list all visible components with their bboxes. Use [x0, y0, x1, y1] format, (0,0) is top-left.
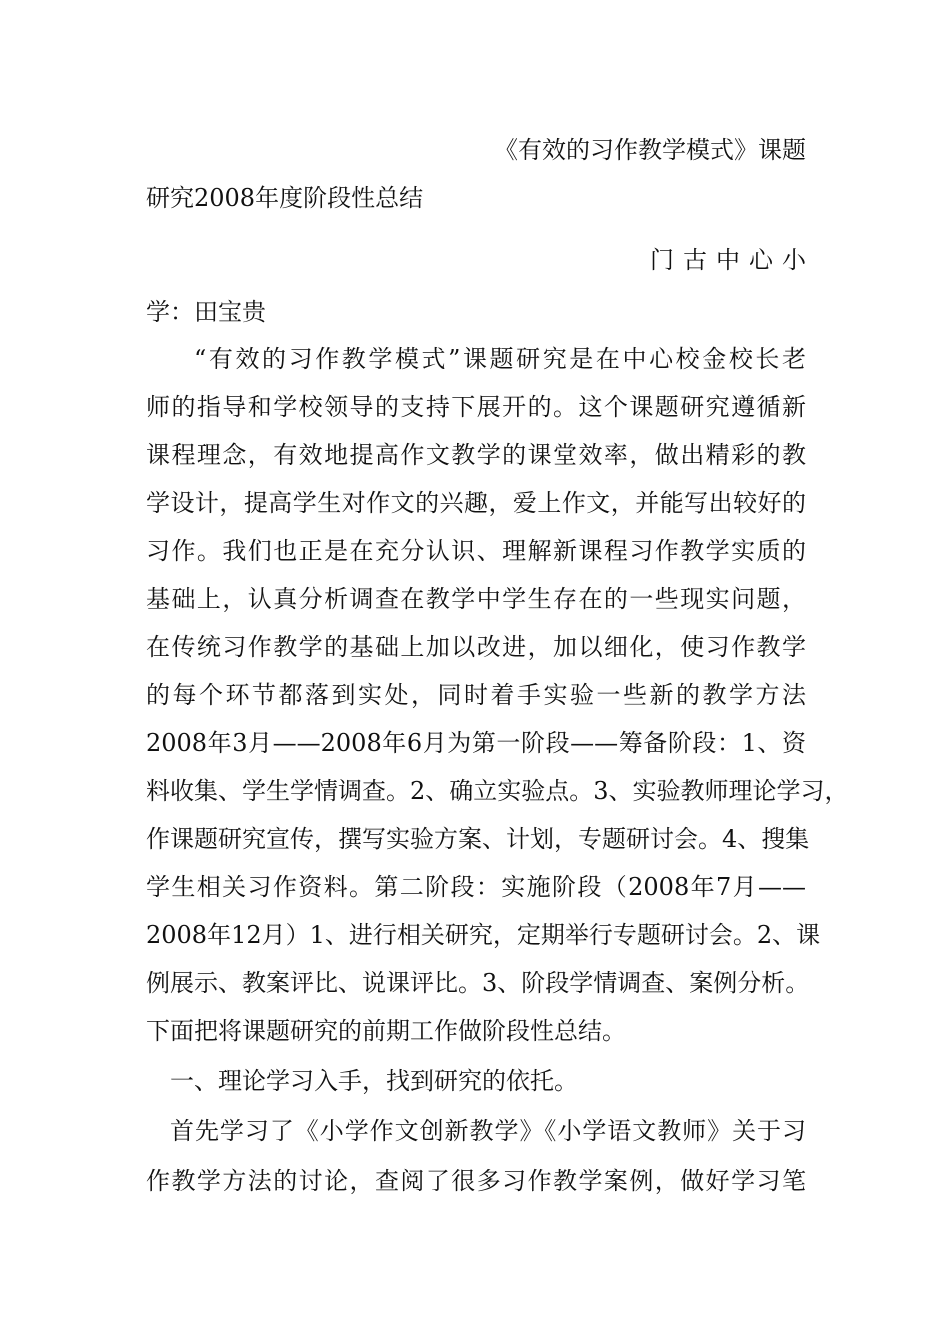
author-line-1: 门古中心小	[650, 246, 815, 274]
section-1	[146, 1057, 806, 1205]
paragraph-line: 2008年12月）1、进行相关研究，定期举行专题研讨会。2、课	[146, 921, 821, 949]
title-line-1: 《有效的习作教学模式》课题	[494, 136, 806, 164]
paragraph-line: “有效的习作教学模式”课题研究是在中心校金校长老	[194, 345, 806, 373]
paragraph-line: 首先学习了《小学作文创新教学》《小学语文教师》关于习	[170, 1117, 806, 1145]
paragraph-line: 学生相关习作资料。第二阶段：实施阶段（2008年7月——	[146, 873, 806, 901]
paragraph-line: 课程理念，有效地提高作文教学的课堂效率，做出精彩的教	[146, 441, 806, 469]
paragraph-line: 在传统习作教学的基础上加以改进，加以细化，使习作教学	[146, 633, 806, 661]
paragraph-line: 习作。我们也正是在充分认识、理解新课程习作教学实质的	[146, 537, 806, 565]
document-page	[146, 125, 849, 1205]
paragraph-line: 例展示、教案评比、说课评比。3、阶段学情调查、案例分析。	[146, 969, 810, 997]
paragraph-line: 作教学方法的讨论，查阅了很多习作教学案例，做好学习笔	[146, 1167, 806, 1195]
paragraph-1	[146, 335, 849, 1055]
paragraph-line: 的每个环节都落到实处，同时着手实验一些新的教学方法	[146, 681, 806, 709]
section-heading: 一、理论学习入手，找到研究的依托。	[170, 1067, 578, 1095]
paragraph-line: 基础上，认真分析调查在教学中学生存在的一些现实问题，	[146, 585, 806, 613]
paragraph-line: 2008年3月——2008年6月为第一阶段——筹备阶段：1、资	[146, 729, 806, 757]
paragraph-line: 料收集、学生学情调查。2、确立实验点。3、实验教师理论学习，	[146, 777, 849, 805]
paragraph-line: 作课题研究宣传，撰写实验方案、计划，专题研讨会。4、搜集	[146, 825, 810, 853]
paragraph-line: 下面把将课题研究的前期工作做阶段性总结。	[146, 1017, 626, 1045]
paragraph-line: 师的指导和学校领导的支持下展开的。这个课题研究遵循新	[146, 393, 806, 421]
title-line-2: 研究2008年度阶段性总结	[146, 184, 424, 212]
author-line-2: 学：田宝贵	[146, 298, 266, 326]
paragraph-line: 学设计，提高学生对作文的兴趣，爱上作文，并能写出较好的	[146, 489, 806, 517]
